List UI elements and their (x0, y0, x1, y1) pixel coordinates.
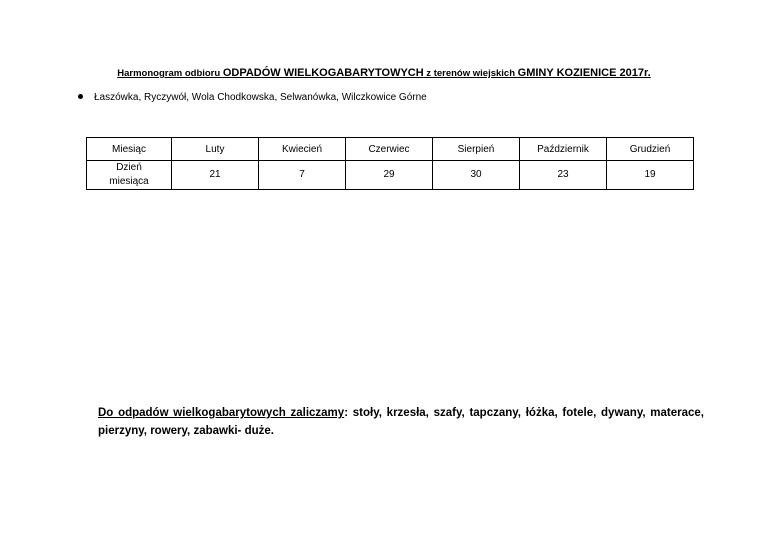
footer-line1-rest: : stoły, krzesła, szafy, tapczany, łóżka, fotele, dywany, materace, (344, 407, 704, 419)
title-prefix: Harmonogram odbioru (117, 68, 223, 79)
month-cell: Październik (520, 138, 607, 161)
month-cell: Sierpień (433, 138, 520, 161)
day-cell: 21 (172, 161, 259, 190)
row-label-day-line1: Dzień (116, 162, 142, 173)
locations-bullet (78, 92, 427, 103)
title-middle: z terenów wiejskich (423, 68, 518, 79)
bullet-icon (78, 94, 83, 99)
footer-underlined: Do odpadów wielkogabarytowych zaliczamy (98, 407, 345, 419)
day-cell: 29 (346, 161, 433, 190)
table-row-days (87, 161, 694, 190)
day-cell: 23 (520, 161, 607, 190)
month-cell: Luty (172, 138, 259, 161)
row-label-month: Miesiąc (87, 138, 172, 161)
month-cell: Kwiecień (259, 138, 346, 161)
day-cell: 19 (607, 161, 694, 190)
table-row-months (87, 138, 694, 161)
schedule-table (86, 137, 694, 190)
document-title (0, 67, 768, 79)
day-cell: 7 (259, 161, 346, 190)
footer-note (98, 404, 704, 440)
locations-text: Łaszówka, Ryczywół, Wola Chodkowska, Selwanówka, Wilczkowice Górne (94, 92, 427, 103)
title-emphasis-2: GMINY KOZIENICE 2017r. (517, 67, 651, 79)
title-emphasis: ODPADÓW WIELKOGABARYTOWYCH (222, 67, 424, 79)
month-cell: Czerwiec (346, 138, 433, 161)
footer-line-2: pierzyny, rowery, zabawki- duże. (98, 425, 274, 437)
day-cell: 30 (433, 161, 520, 190)
row-label-day (87, 161, 172, 190)
month-cell: Grudzień (607, 138, 694, 161)
row-label-day-line2: miesiąca (109, 176, 149, 187)
footer-line-1 (98, 404, 704, 422)
